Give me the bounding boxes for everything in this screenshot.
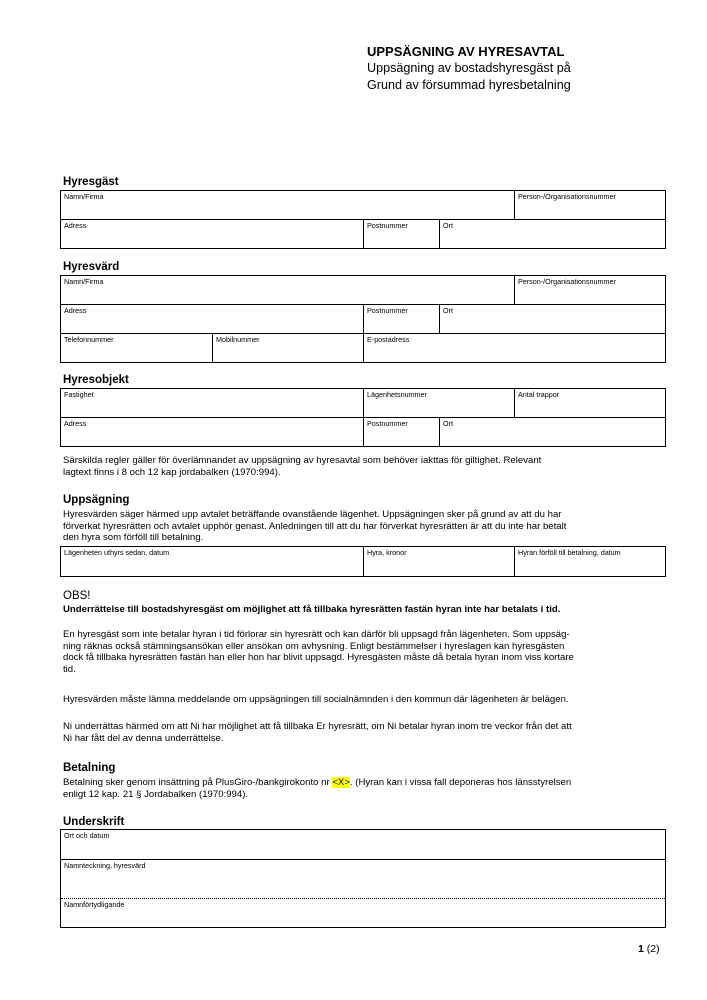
field-label: Ort xyxy=(443,221,453,230)
hyresgast-address-field[interactable] xyxy=(61,220,363,248)
text-line: En hyresgäst som inte betalar hyran i tid förlorar sin hyresrätt och kan därför bli uppsagd från lägenheten. Som uppsäg- xyxy=(63,629,570,640)
section-heading-uppsagning: Uppsägning xyxy=(63,494,130,506)
hyresvard-mobile-field[interactable] xyxy=(212,334,363,362)
field-label: Ort xyxy=(443,419,453,428)
field-label: Adress xyxy=(64,306,87,315)
section-heading-betalning: Betalning xyxy=(63,762,116,774)
obs-paragraph-3 xyxy=(63,721,653,744)
field-label: Telefonnummer xyxy=(64,335,114,344)
hyresobjekt-postnr-field[interactable] xyxy=(363,418,439,446)
hyresgast-ort-field[interactable] xyxy=(439,220,665,248)
field-label: Antal trappor xyxy=(518,390,560,399)
document-subtitle-line2: Grund av försummad hyresbetalning xyxy=(367,78,571,92)
field-label: Fastighet xyxy=(64,390,94,399)
field-label: Hyran förföll till betalning, datum xyxy=(518,548,621,557)
hyresobjekt-fastighet-field[interactable] xyxy=(61,389,363,417)
hyresobjekt-lagenhet-field[interactable] xyxy=(363,389,514,417)
hyresobjekt-form-box xyxy=(60,388,666,447)
obs-bold-statement: Underrättelse till bostadshyresgäst om möjlighet att få tillbaka hyresrätten fastän hyran inte har betalats i tid. xyxy=(63,604,561,615)
text-line: ning räknas också stämningsansökan eller ansökan om avhysning. Enligt bestämmelser i hyreslagen kan hyresgästen xyxy=(63,640,565,652)
hyresobjekt-address-field[interactable] xyxy=(61,418,363,446)
obs-paragraph-2: Hyresvärden måste lämna meddelande om uppsägningen till socialnämnden i den kommun där lägenheten är belägen. xyxy=(63,694,569,705)
page-number xyxy=(638,943,660,955)
text-line: tid. xyxy=(63,663,76,675)
text-line xyxy=(63,777,653,789)
hyresvard-orgnr-field[interactable] xyxy=(514,276,665,304)
text-line: förverkat hyresrätten och avtalet upphör genast. Anledningen till att du har förverkat hyresrätten är att du inte har betalt xyxy=(63,520,567,532)
text-line: den hyra som förföll till betalning. xyxy=(63,532,204,544)
field-label: Ort xyxy=(443,306,453,315)
field-label: Hyra, kronor xyxy=(367,548,407,557)
field-label: Postnummer xyxy=(367,221,408,230)
hyresgast-name-field[interactable] xyxy=(61,191,514,219)
rental-since-field[interactable] xyxy=(61,547,363,576)
hyresgast-form-box xyxy=(60,190,666,249)
obs-heading: OBS! xyxy=(63,590,91,602)
field-label: Lägenhetsnummer xyxy=(367,390,427,399)
hyresvard-address-field[interactable] xyxy=(61,305,363,333)
field-label: E-postadress xyxy=(367,335,410,344)
field-label: Postnummer xyxy=(367,419,408,428)
underskrift-form-box xyxy=(60,829,666,928)
field-label: Namn/Firma xyxy=(64,277,104,286)
hyresobjekt-trappor-field[interactable] xyxy=(514,389,665,417)
hyresvard-form-box xyxy=(60,275,666,363)
text-line: Särskilda regler gäller för överlämnandet av uppsägning av hyresavtal som behöver iakttas för giltighet. Relevant xyxy=(63,455,542,466)
text-fragment: Betalning sker genom insättning på PlusGiro-/bankgirokonto nr xyxy=(63,777,333,788)
betalning-paragraph xyxy=(63,777,653,800)
field-label: Person-/Organisationsnummer xyxy=(518,277,616,286)
obs-paragraph-1 xyxy=(63,629,653,675)
field-label: Ort och datum xyxy=(64,831,110,840)
hyresvard-postnr-field[interactable] xyxy=(363,305,439,333)
landlord-signature-field[interactable] xyxy=(61,860,665,898)
uppsagning-form-box xyxy=(60,546,666,577)
account-number-placeholder[interactable]: <X> xyxy=(332,777,350,788)
field-label: Namn/Firma xyxy=(64,192,104,201)
field-label: Adress xyxy=(64,419,87,428)
hyresvard-name-field[interactable] xyxy=(61,276,514,304)
place-date-field[interactable] xyxy=(61,830,665,859)
document-subtitle-line1: Uppsägning av bostadshyresgäst på xyxy=(367,61,571,75)
section-heading-hyresobjekt: Hyresobjekt xyxy=(63,374,129,386)
hyresvard-phone-field[interactable] xyxy=(61,334,212,362)
rent-due-date-field[interactable] xyxy=(514,547,665,576)
section-heading-hyresgast: Hyresgäst xyxy=(63,176,119,188)
section-heading-hyresvard: Hyresvärd xyxy=(63,261,120,273)
hyresvard-email-field[interactable] xyxy=(363,334,665,362)
field-label: Mobilnummer xyxy=(216,335,260,344)
field-label: Namnteckning, hyresvärd xyxy=(64,861,146,870)
hyresobjekt-ort-field[interactable] xyxy=(439,418,665,446)
text-line: Ni underrättas härmed om att Ni har möjlighet att få tillbaka Er hyresrätt, om Ni betalar hyran inom tre veckor från det att xyxy=(63,721,572,732)
page-total: (2) xyxy=(646,943,660,955)
text-fragment: . (Hyran kan i vissa fall deponeras hos länsstyrelsen xyxy=(349,777,572,788)
text-line: Ni har fått del av denna underrättelse. xyxy=(63,732,224,744)
field-label: Person-/Organisationsnummer xyxy=(518,192,616,201)
document-title: UPPSÄGNING AV HYRESAVTAL xyxy=(367,44,565,59)
name-clarification-field[interactable] xyxy=(61,899,665,927)
text-line: enligt 12 kap. 21 § Jordabalken (1970:994). xyxy=(63,788,249,800)
text-line: lagtext finns i 8 och 12 kap jordabalken (1970:994). xyxy=(63,466,281,478)
text-line: dock få tillbaka hyresrätten fastän han eller hon har blivit uppsagd. Hyresgästen måste då betala hyran inom viss kortare xyxy=(63,652,574,664)
page-current: 1 xyxy=(638,943,644,955)
uppsagning-paragraph xyxy=(63,509,653,544)
field-label: Namnförtydligande xyxy=(64,900,125,909)
field-label: Lägenheten uthyrs sedan, datum xyxy=(64,548,170,557)
hyresgast-postnr-field[interactable] xyxy=(363,220,439,248)
field-label: Postnummer xyxy=(367,306,408,315)
section-heading-underskrift: Underskrift xyxy=(63,816,125,828)
legal-notice-paragraph xyxy=(63,455,653,478)
text-line: Hyresvärden säger härmed upp avtalet beträffande ovanstående lägenhet. Uppsägningen sker på grund av att du har xyxy=(63,509,562,520)
field-label: Adress xyxy=(64,221,87,230)
rent-amount-field[interactable] xyxy=(363,547,514,576)
hyresvard-ort-field[interactable] xyxy=(439,305,665,333)
hyresgast-orgnr-field[interactable] xyxy=(514,191,665,219)
